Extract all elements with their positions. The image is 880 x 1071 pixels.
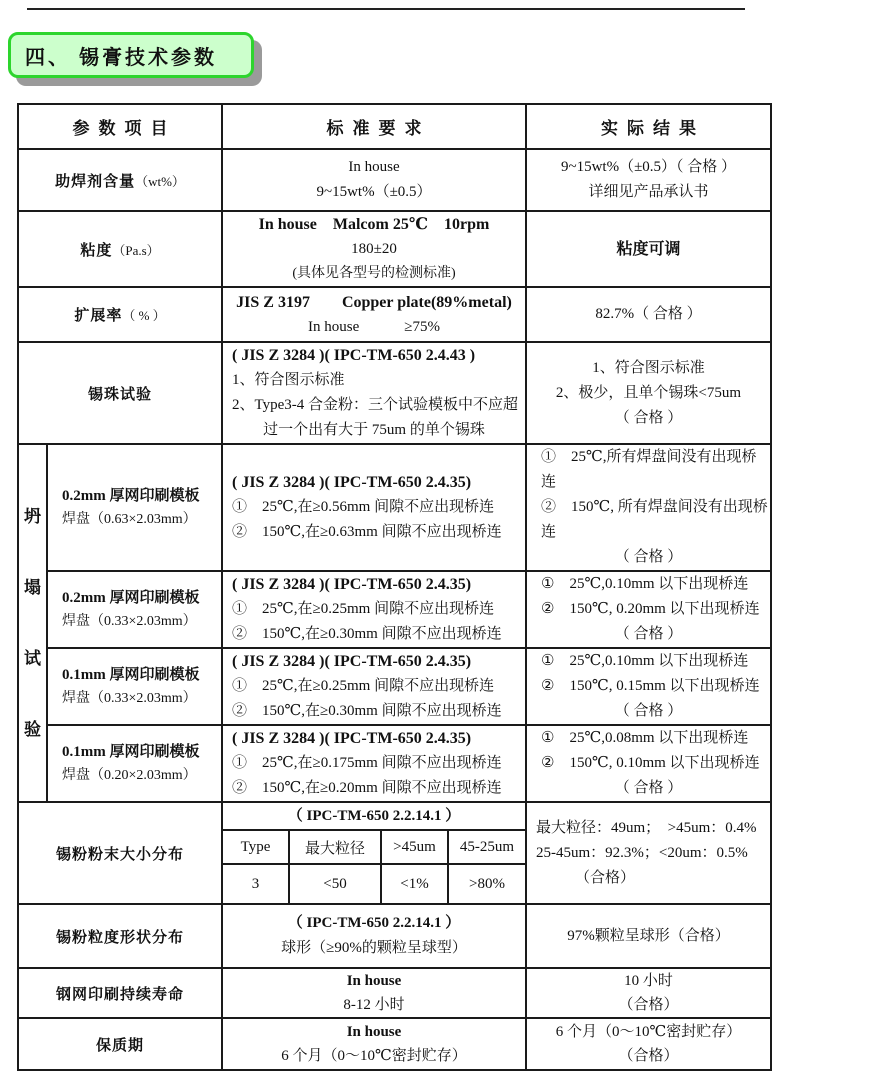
param-viscosity-label: 粘度: [80, 242, 113, 259]
standard-line: 1、符合图示标准: [232, 372, 345, 388]
standard-line: （ IPC-TM-650 2.2.14.1 ）: [287, 915, 461, 931]
subtable-header-gt45: >45um: [382, 831, 449, 865]
result-line: 6 个月（0～10℃密封贮存）: [555, 1024, 742, 1040]
slump-sublabel-line: 0.1mm 厚网印刷模板: [62, 743, 200, 760]
slump-sublabel-line: 0.2mm 厚网印刷模板: [62, 589, 200, 606]
param-powder-size: 锡粉粉末大小分布: [18, 802, 222, 904]
standard-line: ② 150℃,在≥0.20mm 间隙不应出现桥连: [232, 780, 502, 796]
result-line: （合格）: [618, 997, 679, 1013]
standard-line: 6 个月（0～10℃密封贮存）: [281, 1048, 467, 1064]
table-row-slump-4: [18, 725, 771, 802]
standard-line: In house: [346, 1024, 402, 1040]
standard-stencil-life: [222, 968, 526, 1018]
standard-line: 180±20: [351, 241, 397, 257]
standard-shelf-life: [222, 1018, 526, 1070]
col-header-result: 实际结果: [526, 104, 771, 149]
result-line: （ 合格 ）: [614, 626, 683, 642]
standard-spread: [222, 287, 526, 342]
table-row-flux: [18, 149, 771, 211]
slump-2-sublabel: [47, 571, 222, 648]
standard-line: ② 150℃,在≥0.63mm 间隙不应出现桥连: [232, 524, 502, 540]
standard-line: 8-12 小时: [343, 997, 405, 1013]
subtable-header-max-size: 最大粒径: [290, 831, 382, 865]
slump-sublabel-line: 0.1mm 厚网印刷模板: [62, 666, 200, 683]
subtable-header-45-25: 45-25um: [449, 831, 525, 865]
subtable-value-type: 3: [223, 865, 290, 903]
param-flux-unit: （wt%）: [135, 173, 185, 189]
result-line: （合格）: [575, 869, 636, 886]
slump-4-sublabel: [47, 725, 222, 802]
result-line: ② 150℃, 0.15mm 以下出现桥连: [541, 678, 760, 694]
standard-line: ① 25℃,在≥0.25mm 间隙不应出现桥连: [232, 678, 495, 694]
result-line: （ 合格 ）: [614, 780, 683, 796]
result-solder-ball: [526, 342, 771, 444]
subtable-value-45-25: >80%: [469, 875, 505, 892]
subtable-value-gt45: <1%: [382, 865, 449, 903]
result-line: ② 150℃, 0.20mm 以下出现桥连: [541, 601, 760, 617]
result-stencil-life: [526, 968, 771, 1018]
result-line: ① 25℃,0.10mm 以下出现桥连: [541, 653, 749, 669]
slump-sublabel-line: 焊盘（0.33×2.03mm）: [62, 613, 197, 629]
table-row-slump-3: [18, 648, 771, 725]
standard-line: 过一个出有大于 75um 的单个锡珠: [263, 422, 485, 438]
result-powder-size: [526, 802, 771, 904]
param-spread-label: 扩展率: [74, 308, 123, 324]
slump-sublabel-line: 0.2mm 厚网印刷模板: [62, 487, 200, 504]
slump-1-sublabel: [47, 444, 222, 571]
standard-line: ( JIS Z 3284 )( IPC-TM-650 2.4.43 ): [232, 347, 476, 364]
standard-slump-3: [222, 648, 526, 725]
table-row-shelf-life: [18, 1018, 771, 1070]
table-row-viscosity: [18, 211, 771, 287]
result-slump-2: [526, 571, 771, 648]
standard-line: 2、Type3-4 合金粉：三个试验模板中不应超: [232, 397, 519, 413]
result-line: 详细见产品承认书: [588, 184, 709, 200]
standard-line: ( JIS Z 3284 )( IPC-TM-650 2.4.35): [232, 730, 472, 747]
table-row-solder-ball: [18, 342, 771, 444]
result-shelf-life: [526, 1018, 771, 1070]
standard-line: ① 25℃,在≥0.175mm 间隙不应出现桥连: [232, 755, 502, 771]
standard-line: In house Malcom 25℃ 10rpm: [258, 216, 490, 233]
param-viscosity: [18, 211, 222, 287]
result-line: 10 小时: [624, 973, 673, 989]
powder-size-subtable: [223, 831, 525, 903]
powder-size-standard-title: （ IPC-TM-650 2.2.14.1 ）: [223, 803, 525, 831]
standard-line: (具体见各型号的检测标准): [292, 266, 456, 281]
standard-powder-size: [222, 802, 526, 904]
standard-slump-1: [222, 444, 526, 571]
result-line: 2、极少，且单个锡珠<75um: [555, 384, 742, 401]
standard-line: 9~15wt%（±0.5）: [316, 184, 432, 200]
param-spread: [18, 287, 222, 342]
standard-line: In house ≥75%: [308, 319, 440, 335]
standard-line: JIS Z 3197 Copper plate(89%metal): [236, 294, 512, 311]
result-viscosity: [526, 211, 771, 287]
subtable-header-type: Type: [223, 831, 290, 865]
standard-line: ② 150℃,在≥0.30mm 间隙不应出现桥连: [232, 703, 502, 719]
table-row-powder-shape: [18, 904, 771, 968]
result-line: ② 150℃, 0.10mm 以下出现桥连: [541, 755, 760, 771]
subtable-value-max-size: <50: [290, 865, 382, 903]
result-line: 82.7%（ 合格 ）: [595, 306, 702, 322]
param-spread-unit: （ % ）: [122, 308, 166, 323]
standard-line: ( JIS Z 3284 )( IPC-TM-650 2.4.35): [232, 576, 472, 593]
param-viscosity-unit: （Pa.s）: [112, 242, 160, 258]
result-line: ② 150℃, 所有焊盘间没有出现桥连: [541, 499, 768, 540]
param-flux: [18, 149, 222, 211]
result-line: ① 25℃,所有焊盘间没有出现桥连: [541, 449, 757, 490]
param-shelf-life: 保质期: [18, 1018, 222, 1070]
standard-line: ( JIS Z 3284 )( IPC-TM-650 2.4.35): [232, 653, 472, 670]
result-slump-3: [526, 648, 771, 725]
result-flux: [526, 149, 771, 211]
result-line: （ 合格 ）: [614, 703, 683, 719]
result-slump-4: [526, 725, 771, 802]
standard-line: 球形（≥90%的颗粒呈球型）: [281, 940, 467, 956]
top-rule-line: [27, 8, 745, 10]
standard-slump-4: [222, 725, 526, 802]
table-header-row: [18, 104, 771, 149]
result-spread: [526, 287, 771, 342]
param-flux-label: 助焊剂含量: [55, 173, 136, 190]
table-row-slump-2: [18, 571, 771, 648]
table-row-powder-size: [18, 802, 771, 904]
slump-3-sublabel: [47, 648, 222, 725]
result-line: ① 25℃,0.08mm 以下出现桥连: [541, 730, 749, 746]
result-line: （合格）: [618, 1048, 679, 1064]
result-line: 97%颗粒呈球形（合格）: [567, 927, 730, 944]
slump-sublabel-line: 焊盘（0.33×2.03mm）: [62, 690, 197, 706]
section-title: 四、 锡膏技术参数: [25, 46, 217, 69]
table-row-stencil-life: [18, 968, 771, 1018]
col-header-parameter: 参数项目: [18, 104, 222, 149]
result-line: 1、符合图示标准: [592, 359, 705, 376]
standard-line: ② 150℃,在≥0.30mm 间隙不应出现桥连: [232, 626, 502, 642]
slump-group-label: [18, 444, 47, 802]
standard-line: In house: [346, 973, 402, 989]
slump-group-label-text: 坍塌试验: [23, 507, 41, 739]
standard-viscosity: [222, 211, 526, 287]
result-line: 25-45um：92.3%；<20um：0.5%: [536, 844, 748, 861]
slump-sublabel-line: 焊盘（0.20×2.03mm）: [62, 767, 197, 783]
standard-line: ① 25℃,在≥0.25mm 间隙不应出现桥连: [232, 601, 495, 617]
table-row-spread: [18, 287, 771, 342]
standard-slump-2: [222, 571, 526, 648]
result-line: 粘度可调: [616, 240, 681, 258]
standard-solder-ball: [222, 342, 526, 444]
result-line: ① 25℃,0.10mm 以下出现桥连: [541, 576, 749, 592]
standard-flux: [222, 149, 526, 211]
slump-sublabel-line: 焊盘（0.63×2.03mm）: [62, 511, 197, 527]
table-row-slump-1: [18, 444, 771, 571]
parameters-table: [17, 103, 772, 1071]
param-stencil-life: 钢网印刷持续寿命: [18, 968, 222, 1018]
standard-powder-shape: [222, 904, 526, 968]
standard-line: ( JIS Z 3284 )( IPC-TM-650 2.4.35): [232, 474, 472, 491]
section-title-box: [8, 32, 254, 78]
result-line: 9~15wt%（±0.5）（ 合格 ）: [560, 159, 737, 175]
standard-line: In house: [348, 159, 400, 175]
result-powder-shape: [526, 904, 771, 968]
result-slump-1: [526, 444, 771, 571]
result-line: 最大粒径：49um； >45um：0.4%: [536, 819, 757, 836]
result-line: （ 合格 ）: [614, 409, 683, 426]
param-solder-ball: 锡珠试验: [18, 342, 222, 444]
param-powder-shape: 锡粉粒度形状分布: [18, 904, 222, 968]
result-line: （ 合格 ）: [614, 549, 683, 565]
col-header-standard: 标准要求: [222, 104, 526, 149]
standard-line: ① 25℃,在≥0.56mm 间隙不应出现桥连: [232, 499, 495, 515]
